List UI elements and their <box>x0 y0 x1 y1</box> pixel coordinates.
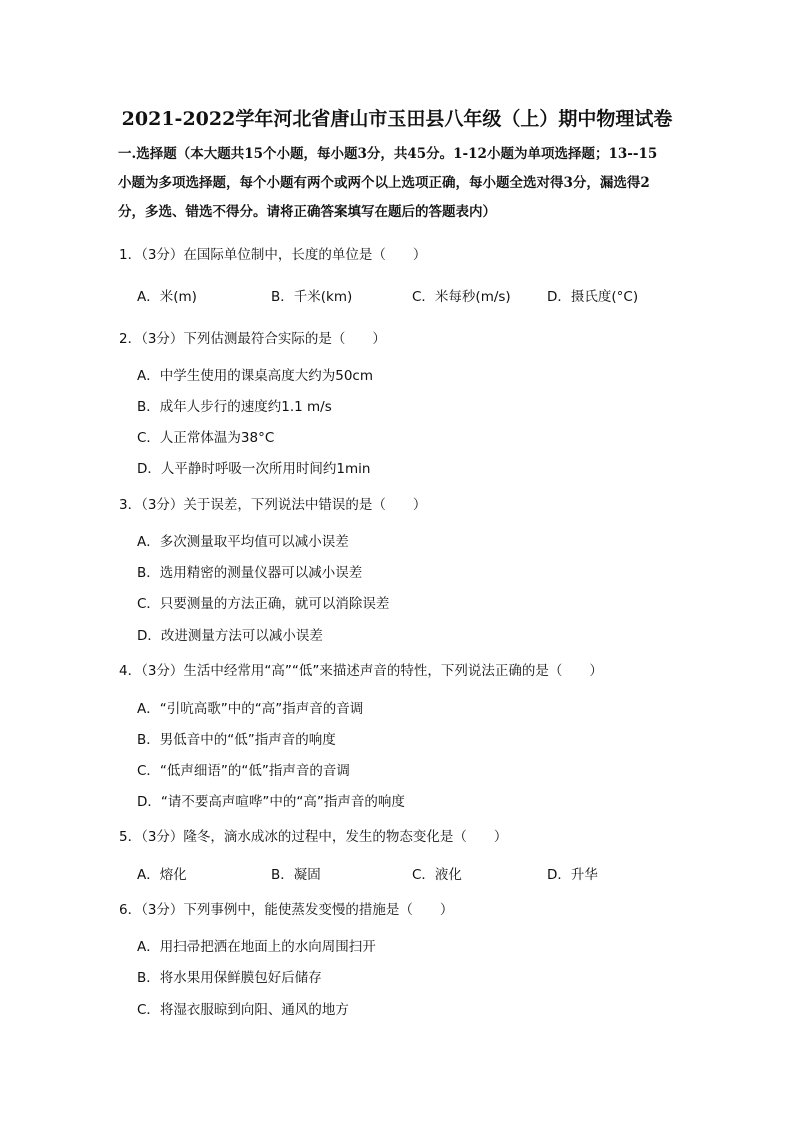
exam-title: 2021-2022学年河北省唐山市玉田县八年级（上）期中物理试卷 <box>121 108 673 130</box>
question-3-option-a[interactable]: A．多次测量取平均值可以减小误差 <box>137 534 349 550</box>
question-4-stem: 4．（3分）生活中经常用“高”“低”来描述声音的特性，下列说法正确的是（ ） <box>119 663 603 679</box>
question-6-stem: 6．（3分）下列事例中，能使蒸发变慢的措施是（ ） <box>119 902 454 918</box>
question-6-option-c[interactable]: C．将湿衣服晾到向阳、通风的地方 <box>137 1002 349 1018</box>
question-5-option-b[interactable]: B．凝固 <box>271 867 321 883</box>
question-1-option-a[interactable]: A．米(m) <box>137 289 197 305</box>
question-2-option-d[interactable]: D．人平静时呼吸一次所用时间约1min <box>137 461 371 477</box>
question-1-stem: 1．（3分）在国际单位制中，长度的单位是（ ） <box>119 247 427 263</box>
question-3-option-c[interactable]: C．只要测量的方法正确，就可以消除误差 <box>137 596 390 612</box>
question-2-stem: 2．（3分）下列估测最符合实际的是（ ） <box>119 331 386 347</box>
question-4-option-a[interactable]: A．“引吭高歌”中的“高”指声音的音调 <box>137 701 364 717</box>
question-1-option-b[interactable]: B．千米(km) <box>271 289 353 305</box>
question-3-option-b[interactable]: B．选用精密的测量仪器可以减小误差 <box>137 565 363 581</box>
question-2-option-b[interactable]: B．成年人步行的速度约1.1 m/s <box>137 399 332 415</box>
section-header-line: 一.选择题（本大题共15个小题，每小题3分，共45分。1-12小题为单项选择题；13--15 <box>118 146 658 162</box>
question-5-option-a[interactable]: A．熔化 <box>137 867 187 883</box>
question-4-option-c[interactable]: C．“低声细语”的“低”指声音的音调 <box>137 763 350 779</box>
question-3-stem: 3．（3分）关于误差，下列说法中错误的是（ ） <box>119 497 427 513</box>
question-3-option-d[interactable]: D．改进测量方法可以减小误差 <box>137 628 323 644</box>
question-4-option-b[interactable]: B．男低音中的“低”指声音的响度 <box>137 732 336 748</box>
question-5-option-d[interactable]: D．升华 <box>547 867 598 883</box>
question-2-option-c[interactable]: C．人正常体温为38°C <box>137 430 275 446</box>
question-5-option-c[interactable]: C．液化 <box>412 867 462 883</box>
question-6-option-a[interactable]: A．用扫帚把洒在地面上的水向周围扫开 <box>137 939 376 955</box>
question-4-option-d[interactable]: D．“请不要高声喧哗”中的“高”指声音的响度 <box>137 794 405 810</box>
section-header-line: 分，多选、错选不得分。请将正确答案填写在题后的答题表内） <box>118 204 496 220</box>
section-header-line: 小题为多项选择题，每个小题有两个或两个以上选项正确，每小题全选对得3分，漏选得2 <box>118 175 650 191</box>
section-header <box>118 140 678 227</box>
question-1-option-c[interactable]: C．米每秒(m/s) <box>412 289 511 305</box>
question-1-option-d[interactable]: D．摄氏度(°C) <box>547 289 639 305</box>
question-6-option-b[interactable]: B．将水果用保鲜膜包好后储存 <box>137 970 322 986</box>
question-5-stem: 5．（3分）隆冬，滴水成冰的过程中，发生的物态变化是（ ） <box>119 829 508 845</box>
question-2-option-a[interactable]: A．中学生使用的课桌高度大约为50cm <box>137 368 373 384</box>
